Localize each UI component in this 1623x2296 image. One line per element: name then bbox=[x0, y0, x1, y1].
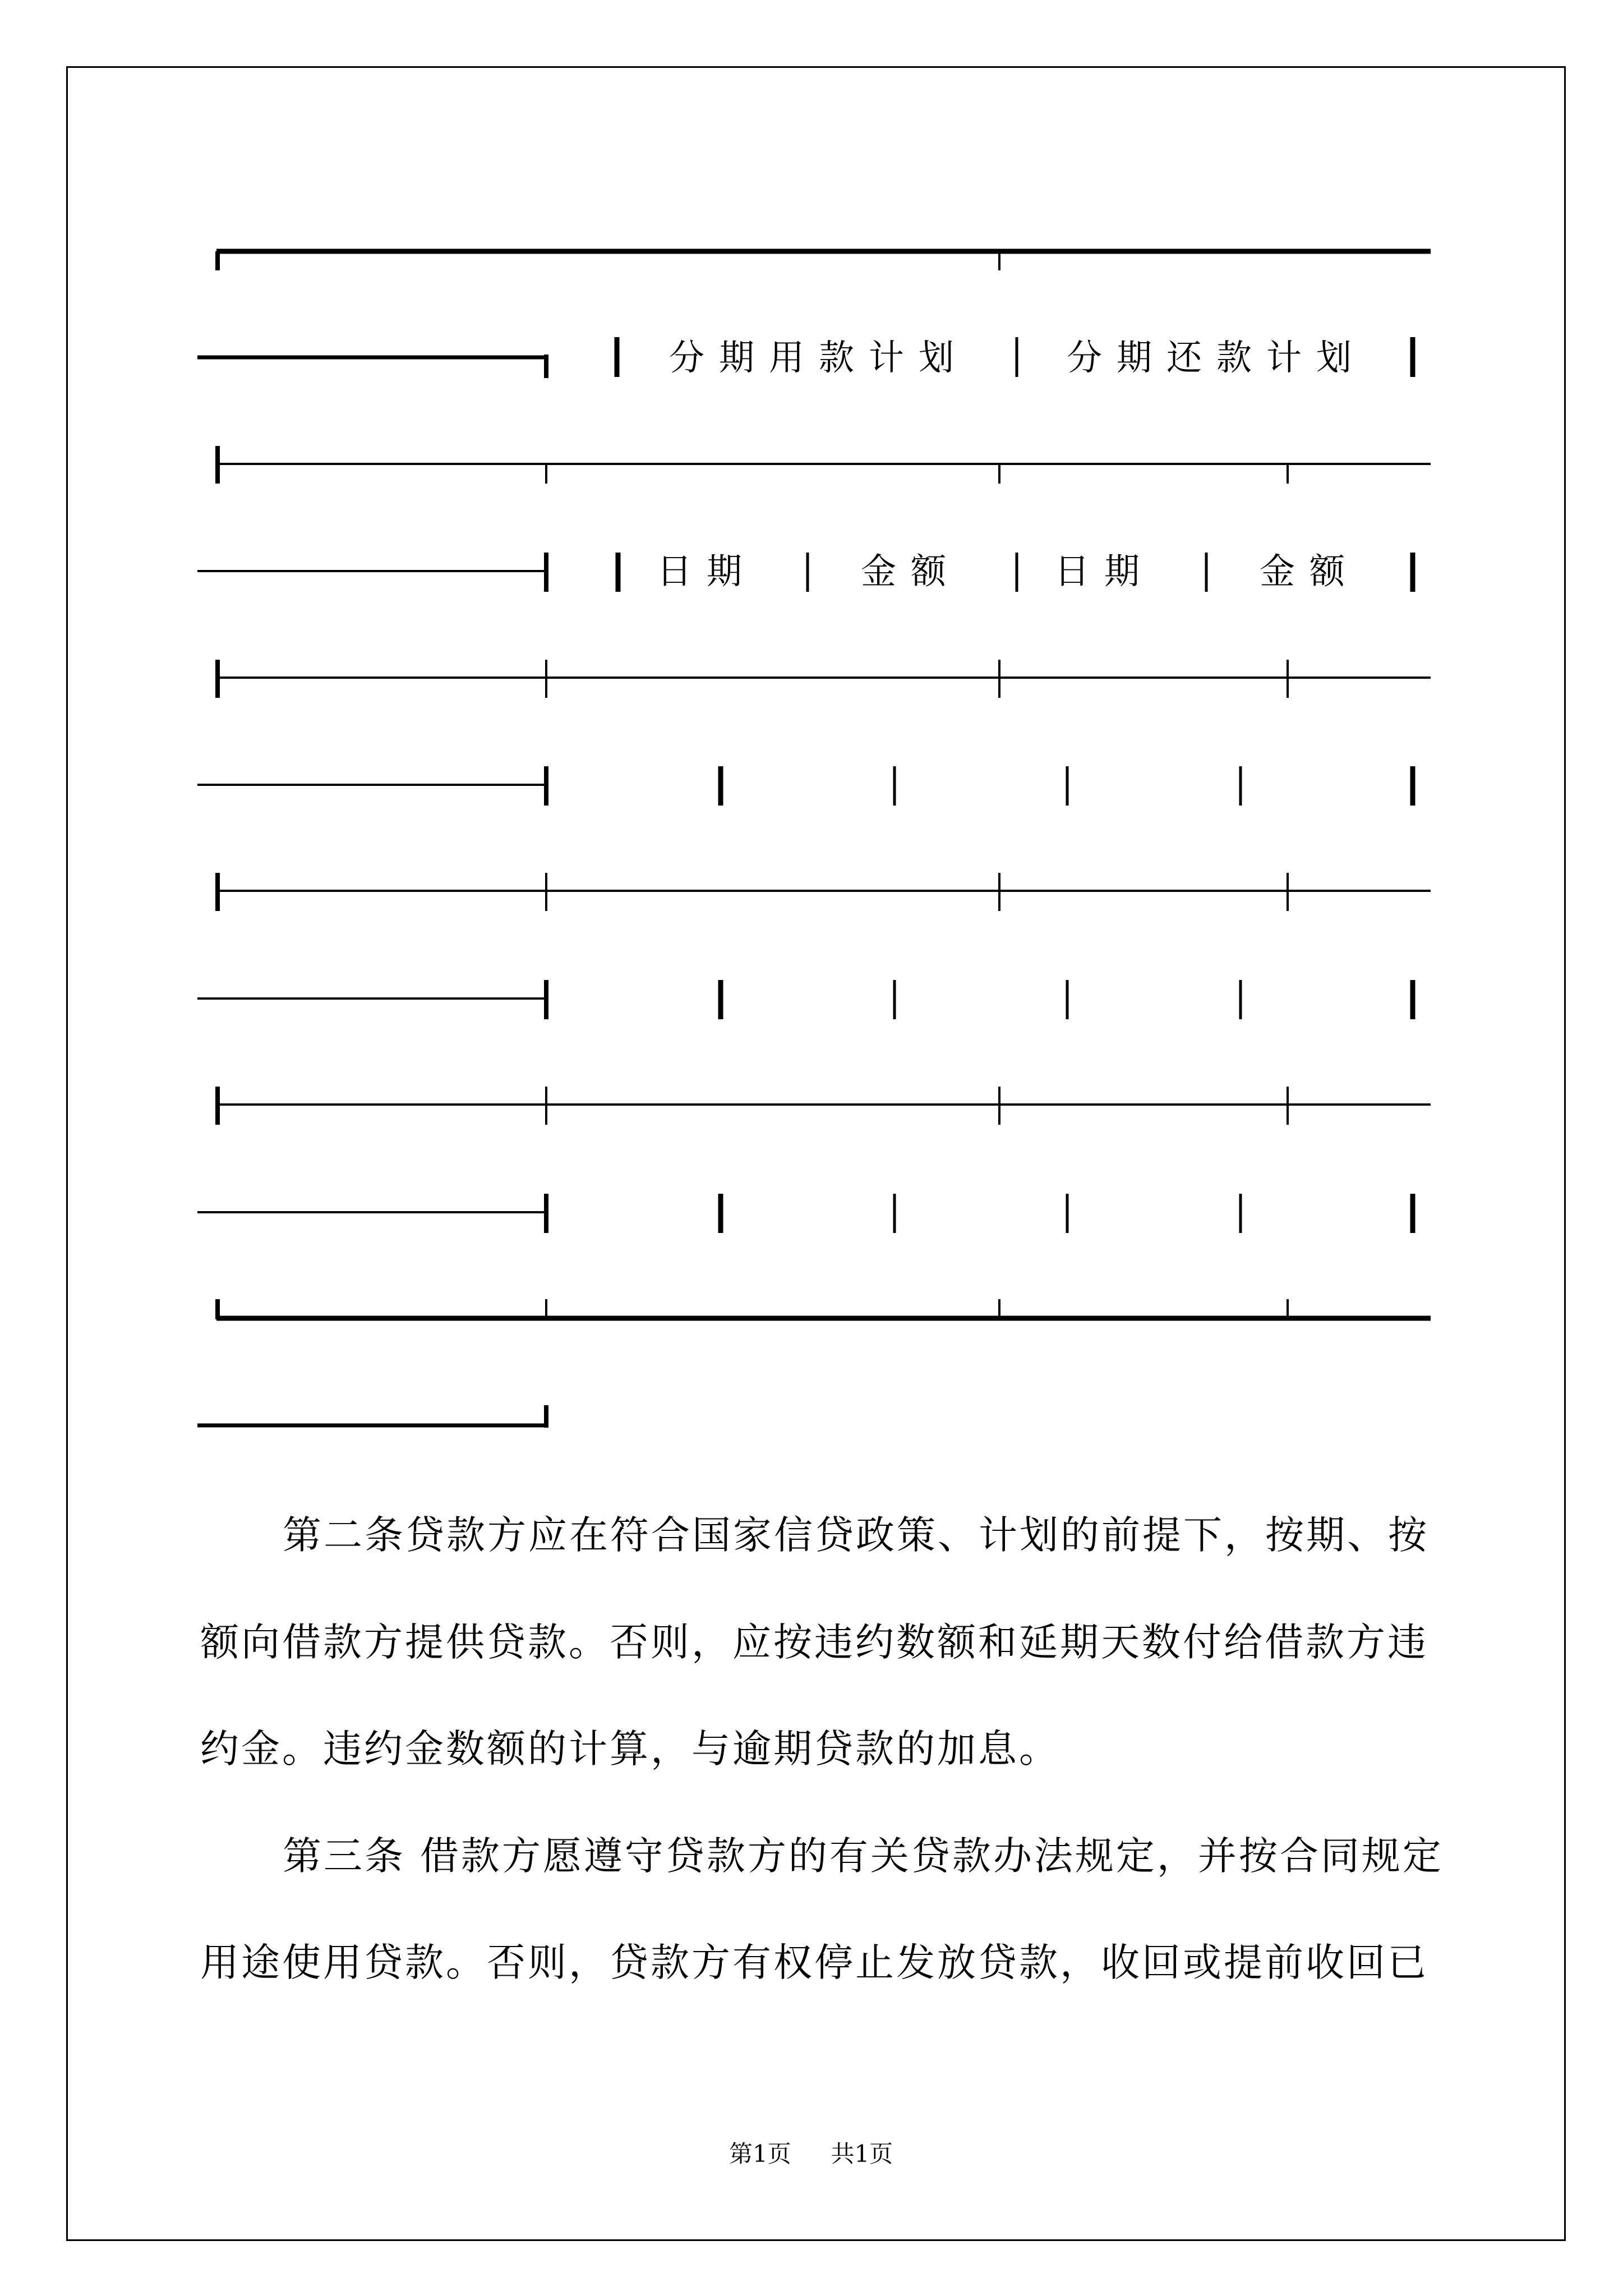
col-repay-date: 日期 bbox=[1054, 551, 1154, 592]
article-2-line-3: 约金。违约金数额的计算，与逾期贷款的加息。 bbox=[200, 1727, 1060, 1772]
article-2-line-1: 第二条贷款方应在符合国家信贷政策、计划的前提下，按期、按 bbox=[283, 1513, 1429, 1558]
col-use-date: 日期 bbox=[657, 551, 757, 592]
col-repay-amount: 金额 bbox=[1260, 551, 1359, 592]
article-3-line-1: 第三条 借款方愿遵守贷款方的有关贷款办法规定，并按合同规定 bbox=[283, 1834, 1444, 1879]
page-footer bbox=[729, 2142, 893, 2166]
header-repay-plan: 分期还款计划 bbox=[1067, 337, 1366, 378]
col-use-amount: 金额 bbox=[861, 551, 961, 592]
article-3-line-2: 用途使用贷款。否则，贷款方有权停止发放贷款，收回或提前收回已 bbox=[200, 1940, 1428, 1985]
page-total: 共1页 bbox=[831, 2140, 893, 2168]
article-2-line-2: 额向借款方提供贷款。否则，应按违约数额和延期天数付给借款方违 bbox=[200, 1620, 1428, 1665]
page-number: 第1页 bbox=[729, 2140, 791, 2168]
header-use-plan: 分期用款计划 bbox=[669, 337, 969, 378]
